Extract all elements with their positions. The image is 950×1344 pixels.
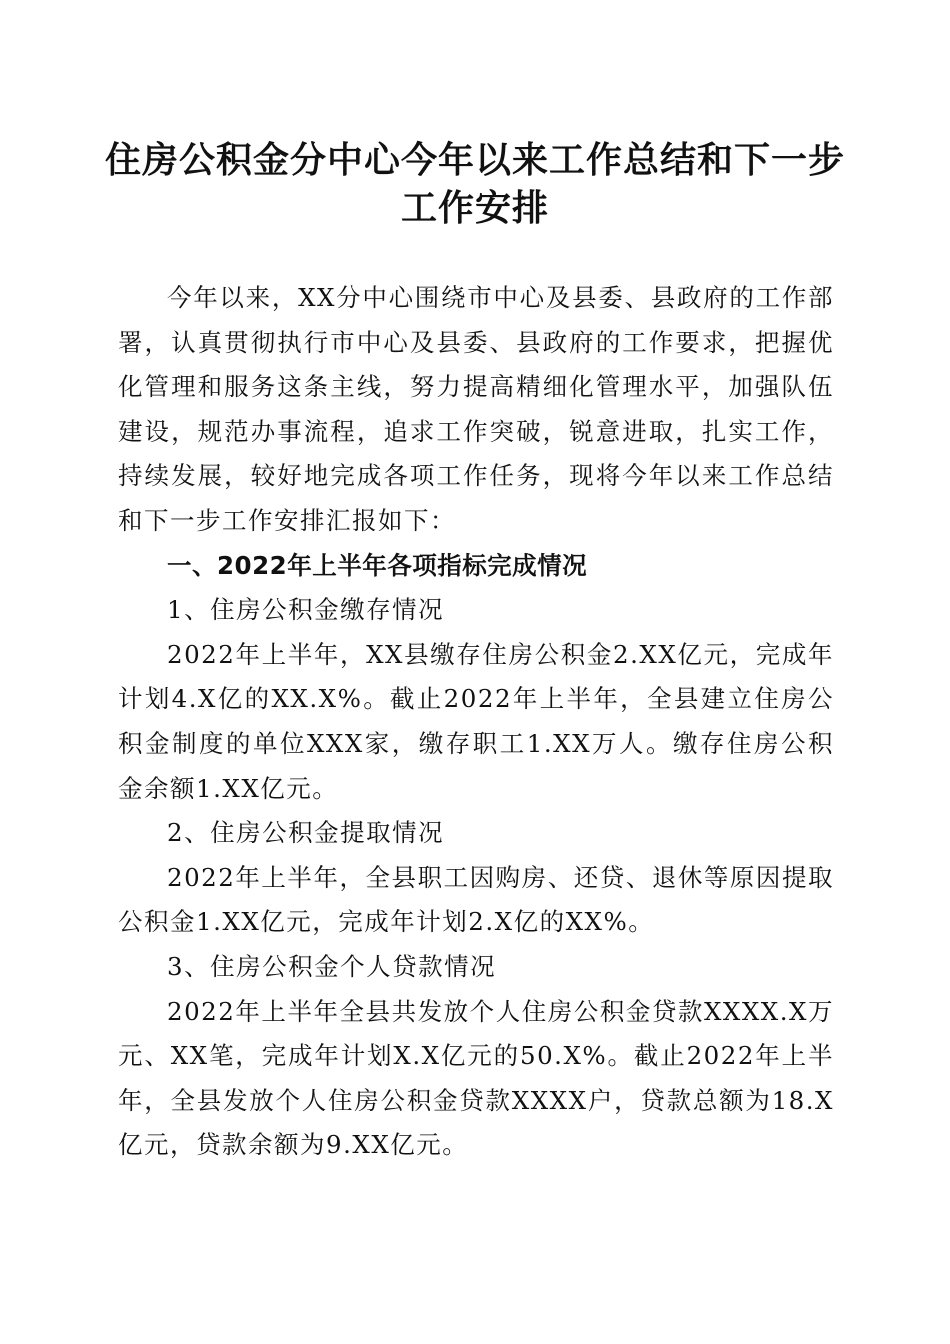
intro-paragraph: 今年以来，XX分中心围绕市中心及县委、县政府的工作部署，认真贯彻执行市中心及县委、县政府的工作要求，把握优化管理和服务这条主线，努力提高精细化管理水平，加强队伍建设，规范办事流程，追求工作突破，锐意进取，扎实工作，持续发展，较好地完成各项工作任务，现将今年以来工作总结和下一步工作安排汇报如下： bbox=[118, 283, 834, 535]
subsection-2-heading: 2、住房公积金提取情况 bbox=[167, 818, 445, 848]
section-1-heading: 一、2022年上半年各项指标完成情况 bbox=[167, 550, 588, 580]
subsection-2-paragraph: 2022年上半年，全县职工因购房、还贷、退休等原因提取公积金1.XX亿元，完成年计划2.X亿的XX%。 bbox=[118, 862, 834, 937]
document-title-line-1: 住房公积金分中心今年以来工作总结和下一步 bbox=[104, 139, 845, 181]
subsection-1-paragraph: 2022年上半年，XX县缴存住房公积金2.XX亿元，完成年计划4.X亿的XX.X%。截止2022年上半年，全县建立住房公积金制度的单位XXX家，缴存职工1.XX万人。缴存住房公积金余额1.XX亿元。 bbox=[118, 639, 834, 803]
document-title-line-2: 工作安排 bbox=[400, 187, 549, 229]
subsection-3-paragraph: 2022年上半年全县共发放个人住房公积金贷款XXXX.X万元、XX笔，完成年计划X.X亿元的50.X%。截止2022年上半年，全县发放个人住房公积金贷款XXXX户，贷款总额为18.X亿元，贷款余额为9.XX亿元。 bbox=[118, 996, 834, 1160]
subsection-3-heading: 3、住房公积金个人贷款情况 bbox=[167, 951, 497, 981]
subsection-1-heading: 1、住房公积金缴存情况 bbox=[167, 595, 445, 625]
document-body bbox=[118, 276, 834, 1168]
